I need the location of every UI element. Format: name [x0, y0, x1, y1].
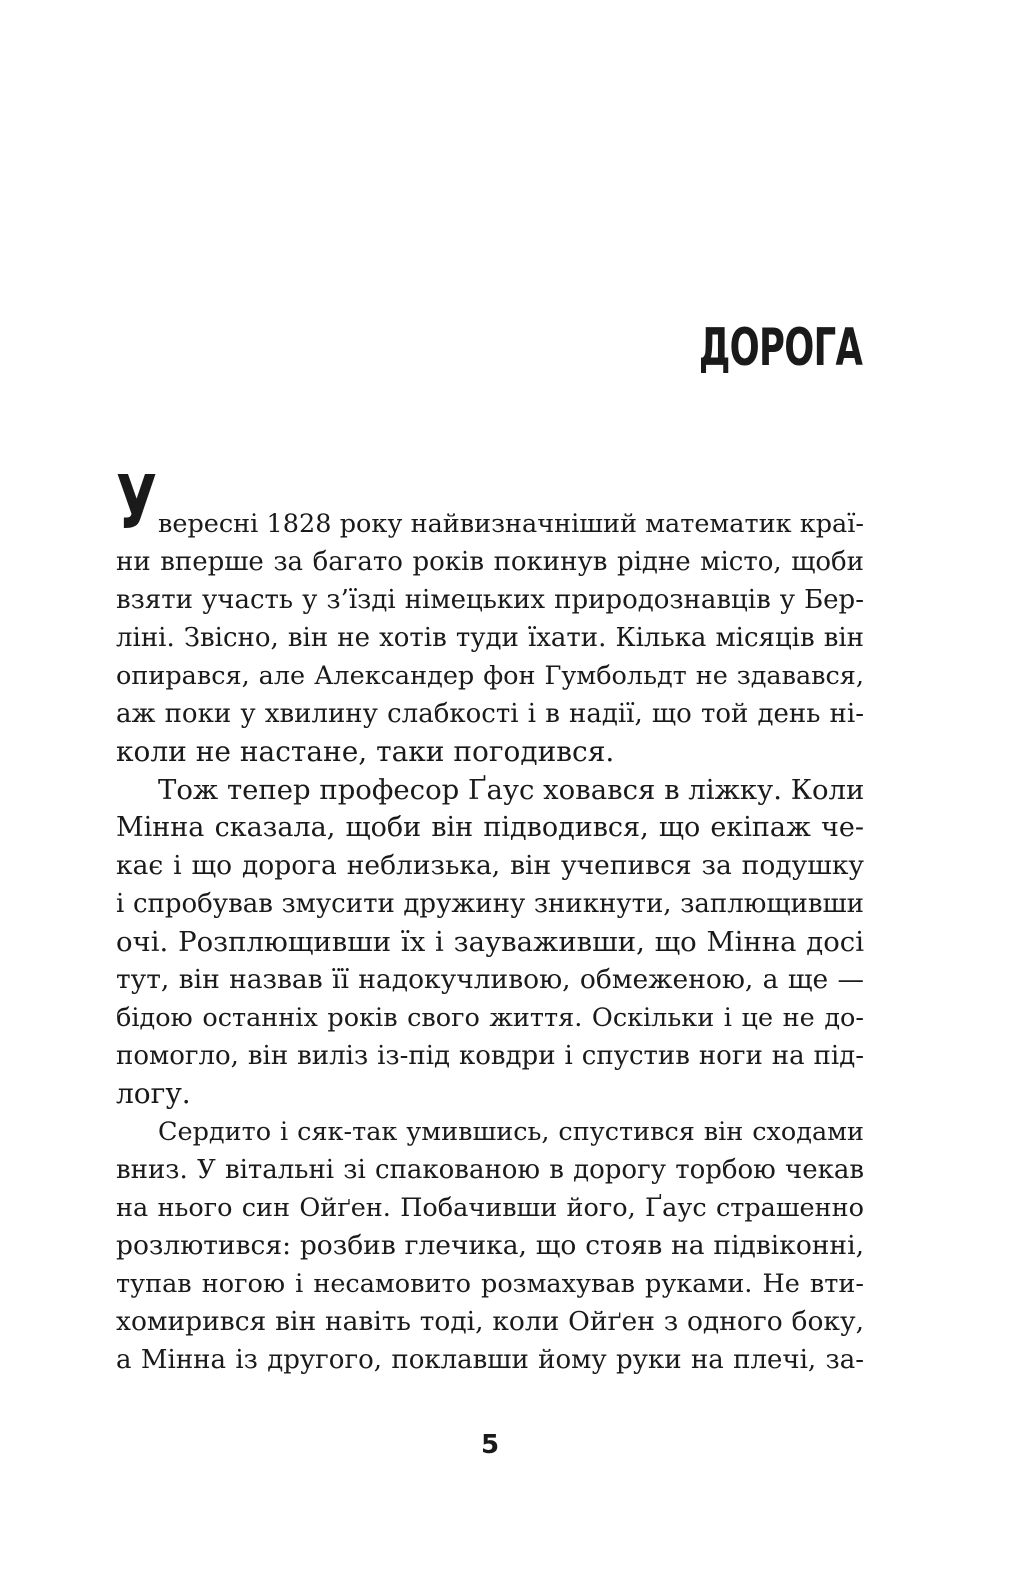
text-line: коли не настане, таки погодився. — [116, 735, 615, 768]
text-line: розлютився: розбив глечика, що стояв на підвіконні, — [116, 1230, 864, 1261]
text-line: очі. Розплющивши їх і зауваживши, що Мінна досі — [116, 926, 864, 958]
text-line: аж поки у хвилину слабкості і в надії, що той день ні- — [116, 699, 864, 729]
text-line: Сердито і сяк-так умившись, спустився він сходами — [158, 1117, 864, 1147]
text-line: Тож тепер професор Ґаус ховався в ліжку. Коли — [158, 774, 865, 806]
text-line: бідою останніх років свого життя. Оскільки і це не до- — [116, 1003, 864, 1033]
text-line: помогло, він виліз із-під ковдри і спустив ноги на під- — [116, 1041, 864, 1071]
text-line: Мінна сказала, щоби він підводився, що екіпаж че- — [116, 812, 864, 843]
text-line: хомирився він навіть тоді, коли Ойґен з одного боку, — [116, 1306, 864, 1337]
text-line: кає і що дорога неблизька, він учепився за подушку — [116, 850, 864, 881]
text-line: взяти участь у з’їзді німецьких природознавців у Бер- — [116, 585, 864, 615]
drop-cap: У — [116, 460, 158, 546]
text-line: логу. — [116, 1077, 191, 1110]
text-line: вниз. У вітальні зі спакованою в дорогу торбою чекав — [116, 1155, 864, 1185]
text-line: і спробував змусити дружину зникнути, заплющивши — [116, 889, 864, 919]
body-text — [116, 460, 865, 1379]
text-line: тут, він назвав її надокучливою, обмеженою, а ще — — [116, 964, 864, 995]
text-line: а Мінна із другого, поклавши йому руки на плечі, за- — [116, 1345, 864, 1375]
text-line: ни вперше за багато років покинув рідне місто, щоби — [116, 547, 864, 577]
text-line: опирався, але Александер фон Гумбольдт не здавався, — [116, 661, 864, 691]
text-line: вересні 1828 року найвизначніший математик краї- — [158, 509, 864, 539]
chapter-title: ДОРОГА — [698, 318, 862, 378]
text-line: тупав ногою і несамовито розмахував руками. Не вти- — [116, 1269, 864, 1299]
text-line: ліні. Звісно, він не хотів туди їхати. Кілька місяців він — [116, 623, 864, 653]
page-number: 5 — [480, 1430, 500, 1460]
text-line: на нього син Ойґен. Побачивши його, Ґаус страшенно — [116, 1193, 864, 1223]
